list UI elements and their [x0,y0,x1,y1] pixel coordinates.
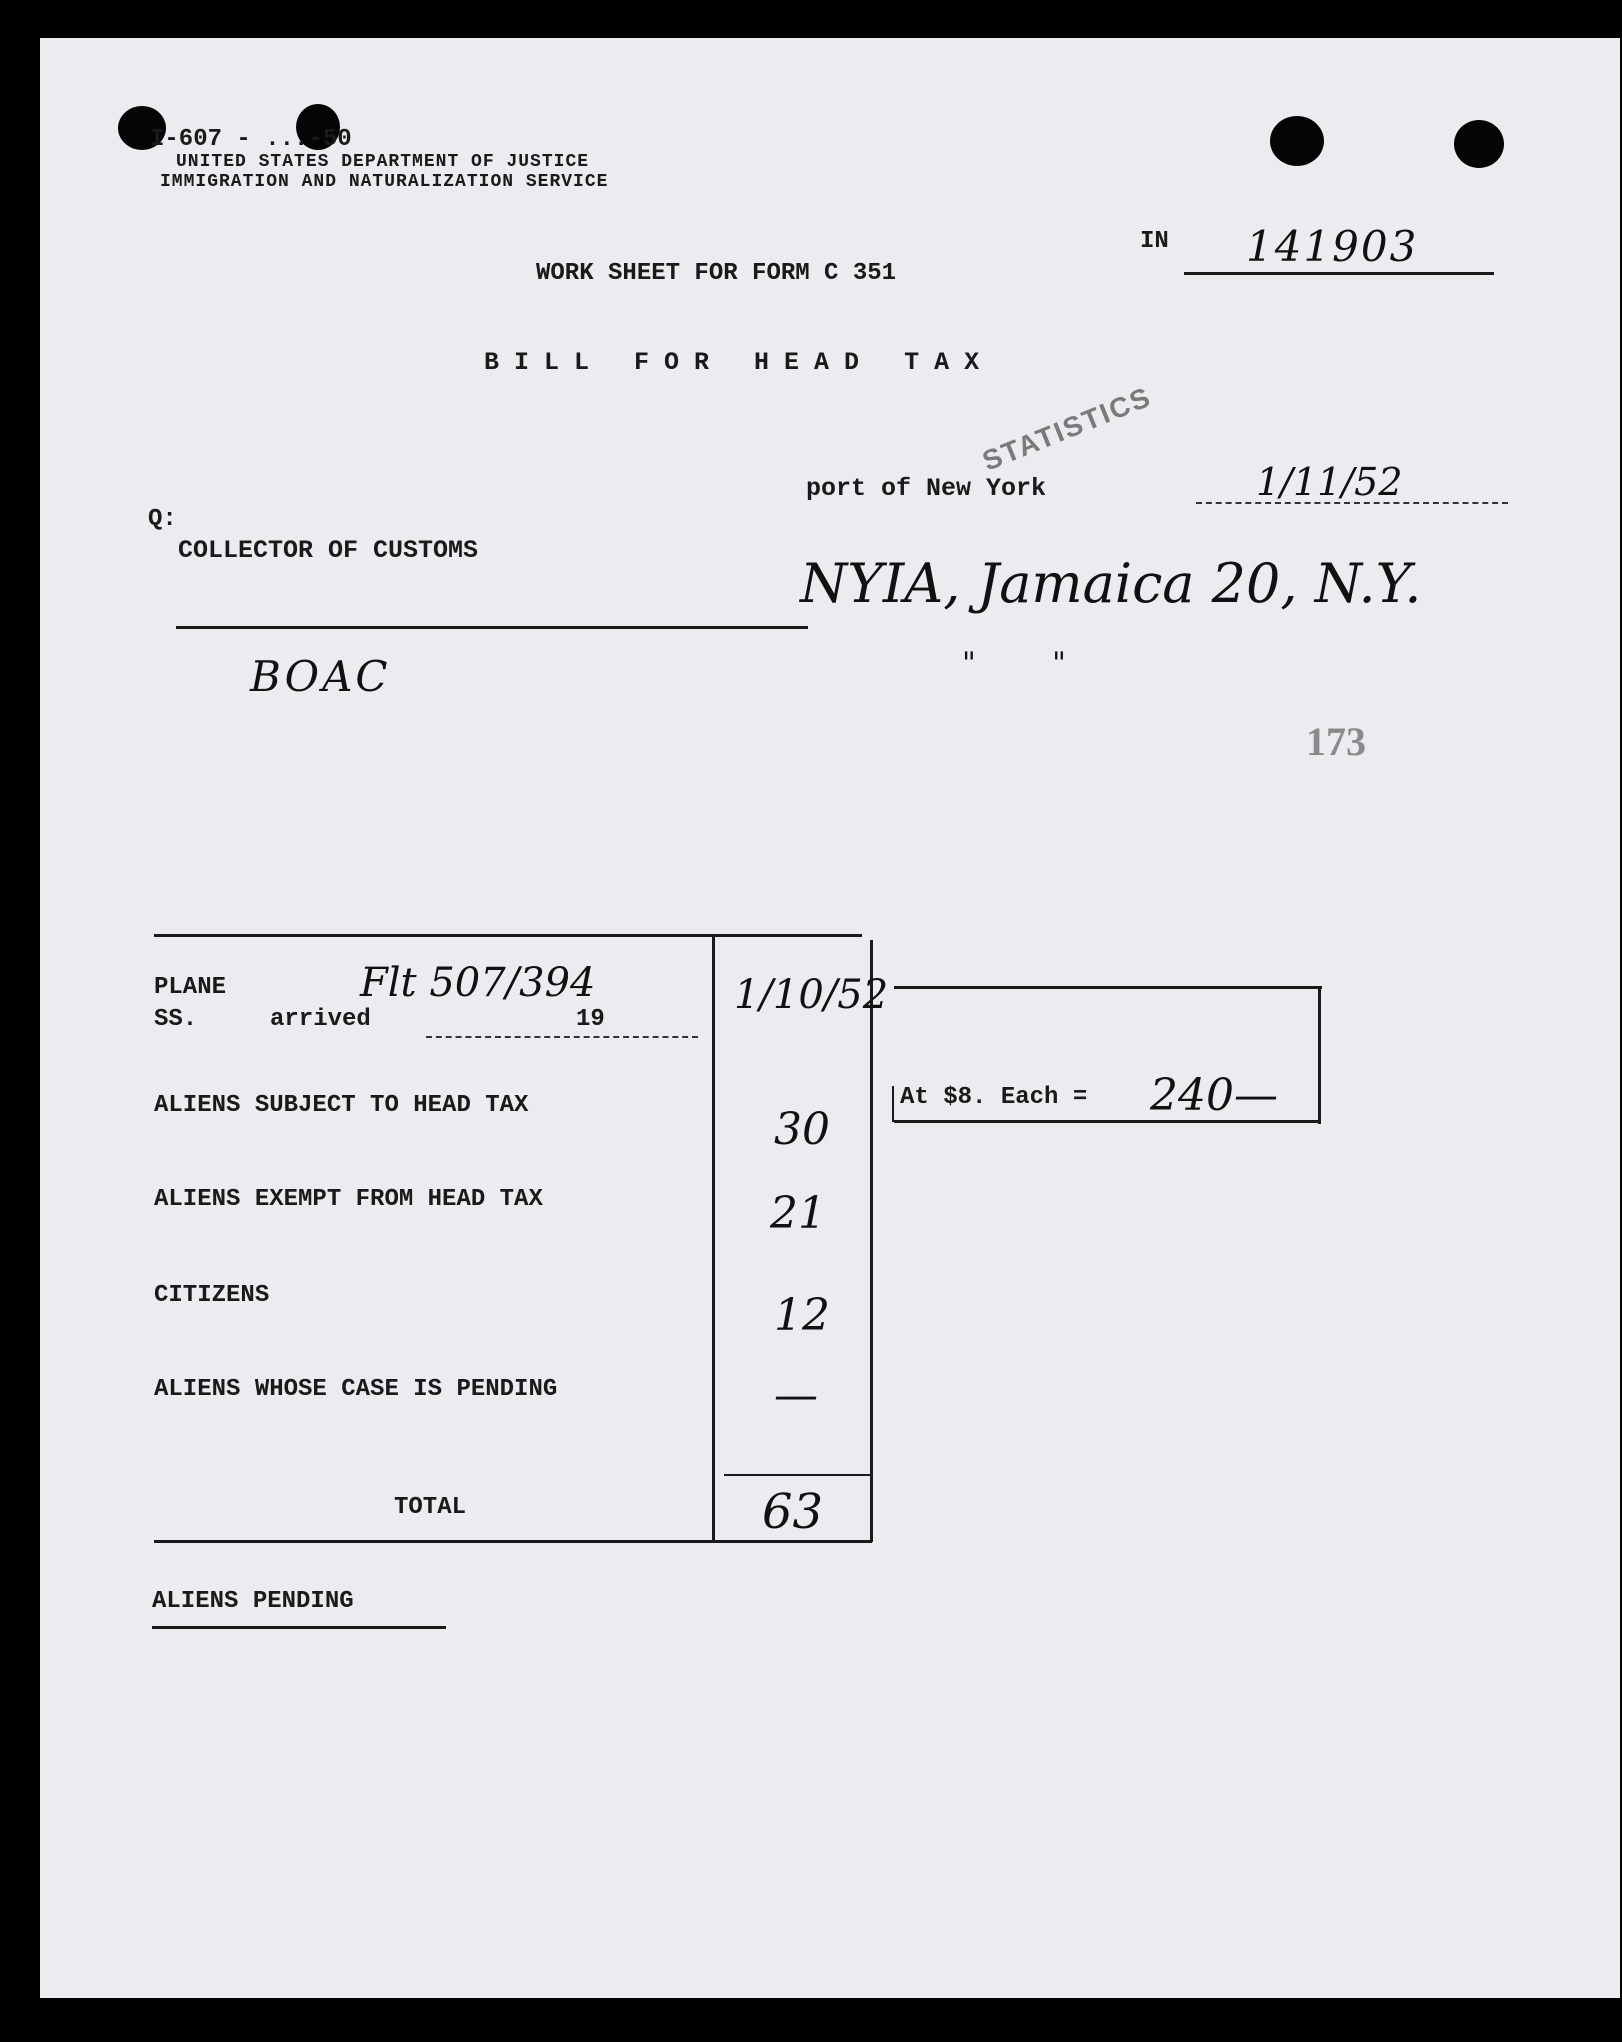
arrival-date: 1/10/52 [734,972,889,1018]
statistics-stamp: STATISTICS [978,380,1156,477]
form-number: I-607 - ...-50 [150,126,352,153]
tax-box-right [1318,986,1321,1124]
service-name: IMMIGRATION AND NATURALIZATION SERVICE [160,172,609,192]
collector-of-customs: COLLECTOR OF CUSTOMS [178,536,479,565]
row-label-pending: ALIENS WHOSE CASE IS PENDING [154,1376,558,1403]
year-prefix: 19 [576,1006,605,1033]
arrived-label: arrived [270,1006,371,1033]
tax-box-left [892,1086,894,1122]
in-label: IN [1140,228,1169,255]
port-address: NYIA, Jamaica 20, N.Y. [800,552,1422,615]
row-value-exempt: 21 [770,1188,826,1239]
tax-amount: 240— [1150,1070,1278,1121]
row-value-subject: 30 [774,1104,830,1155]
punch-hole-right-2 [1454,120,1504,168]
total-separator [724,1474,870,1476]
arrived-date-line [426,1036,698,1038]
total-label: TOTAL [394,1494,467,1521]
row-value-citizens: 12 [774,1290,830,1341]
row-label-subject: ALIENS SUBJECT TO HEAD TAX [154,1092,529,1119]
flight-number: Flt 507/394 [360,960,596,1006]
total-value: 63 [762,1484,824,1540]
row-value-pending: — [774,1370,818,1421]
bill-title: B I L L F O R H E A D T A X [484,348,980,377]
row-label-exempt: ALIENS EXEMPT FROM HEAD TAX [154,1186,543,1213]
table-divider [712,936,715,1542]
worksheet-title: WORK SHEET FOR FORM C 351 [536,260,897,287]
port-date: 1/11/52 [1256,460,1403,504]
department-name: UNITED STATES DEPARTMENT OF JUSTICE [176,152,590,172]
carrier-name: BOAC [250,652,391,701]
in-number: 141903 [1246,222,1419,271]
collector-underline [176,626,808,629]
tax-box-top [894,986,1322,989]
punch-hole-right-1 [1270,116,1324,166]
port-date-underline [1196,502,1508,504]
page-number: 173 [1306,719,1366,764]
ditto-marks: " " [962,646,1066,681]
port-label: port of New York [806,474,1047,503]
table-bottom-rule [154,1540,872,1543]
to-label: Q: [148,506,177,533]
aliens-pending-underline [152,1626,446,1629]
plane-label: PLANE [154,974,227,1001]
table-top-rule [154,934,862,937]
ss-label: SS. [154,1006,198,1033]
table-right-border [870,940,873,1542]
aliens-pending-label: ALIENS PENDING [152,1588,354,1615]
in-number-underline [1184,272,1494,275]
tax-rate-label: At $8. Each = [900,1084,1088,1111]
row-label-citizens: CITIZENS [154,1282,270,1309]
